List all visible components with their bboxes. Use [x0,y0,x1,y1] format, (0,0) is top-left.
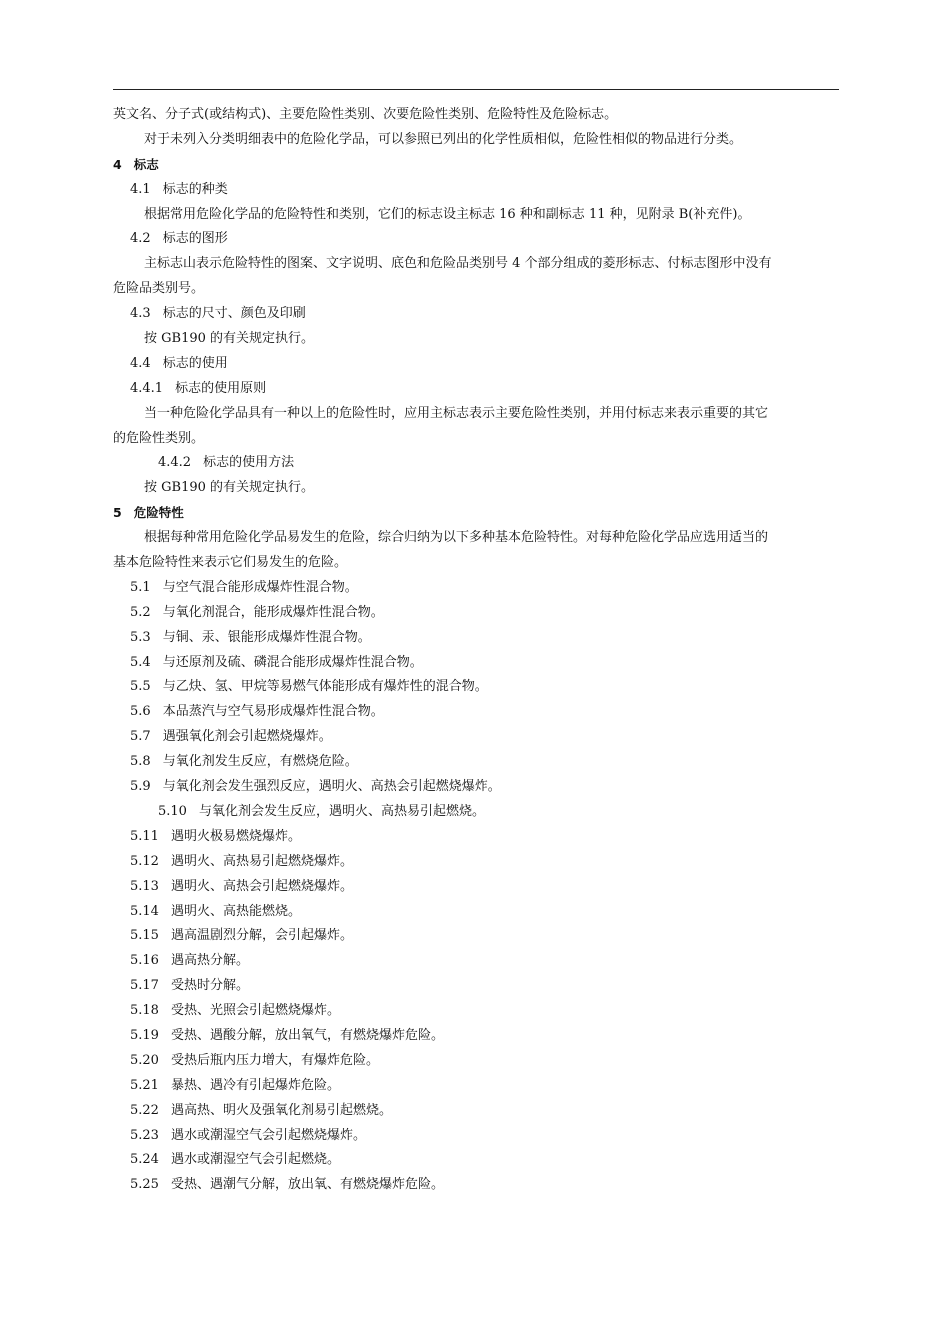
list-item [113,1124,839,1149]
item-text: 遇明火、高热会引起燃烧爆炸。 [170,878,353,894]
item-text: 受热、光照会引起燃烧爆炸。 [170,1003,340,1019]
subsection-title: 标志的图形 [162,231,228,247]
subsection-number: 4.1 [130,181,151,197]
item-text: 遇明火极易燃烧爆炸。 [170,828,301,844]
item-number: 5.6 [130,704,151,720]
item-number: 5.10 [158,803,187,819]
subsection-title: 标志的使用方法 [203,455,295,471]
subsection-title: 标志的使用 [162,355,228,371]
subsection-4-2-body-line-1: 主标志山表示危险特性的图案、文字说明、底色和危险品类别号 4 个部分组成的菱形标志、付标志图形中没有 [144,256,772,272]
subsection-4-4-1-heading [113,377,839,402]
subsection-4-2-heading [113,227,839,252]
item-number: 5.20 [130,1052,159,1068]
list-item [113,601,839,626]
subsection-number: 4.3 [130,306,151,322]
section-5-intro-line-1: 根据每种常用危险化学品易发生的危险，综合归纳为以下多种基本危险特性。对每种危险化学品应选用适当的 [144,530,769,546]
item-text: 遇高热分解。 [170,953,249,969]
list-item [113,1074,839,1099]
section-5-title: 危险特性 [133,505,184,521]
item-number: 5.23 [130,1127,159,1143]
item-number: 5.8 [130,754,151,770]
subsection-4-2-body-line-2: 危险品类别号。 [113,281,205,297]
list-item [113,675,839,700]
item-text: 与乙炔、氢、甲烷等易燃气体能形成有爆炸性的混合物。 [162,679,488,695]
list-item [113,1099,839,1124]
item-text: 与空气混合能形成爆炸性混合物。 [162,579,358,595]
item-text: 暴热、遇冷有引起爆炸危险。 [170,1077,340,1093]
header-rule [113,89,839,90]
subsection-number: 4.2 [130,231,151,247]
item-number: 5.24 [130,1152,159,1168]
item-number: 5.21 [130,1077,159,1093]
intro-line-1: 英文名、分子式(或结构式)、主要危险性类别、次要危险性类别、危险特性及危险标志。 [113,107,618,122]
item-number: 5.14 [130,903,159,919]
subsection-4-1-heading [113,178,839,203]
subsection-4-4-heading [113,352,839,377]
list-item [113,1049,839,1074]
item-text: 遇水或潮湿空气会引起燃烧。 [170,1152,340,1168]
item-number: 5.22 [130,1102,159,1118]
intro-line-2: 对于未列入分类明细表中的危险化学品，可以参照已列出的化学性质相似，危险性相似的物品进行分类。 [144,131,743,147]
subsection-number: 4.4 [130,355,151,371]
subsection-number: 4.4.1 [130,380,164,396]
item-number: 5.7 [130,729,151,745]
item-number: 5.19 [130,1027,159,1043]
item-text: 遇水或潮湿空气会引起燃烧爆炸。 [170,1127,366,1143]
list-item [113,949,839,974]
item-number: 5.15 [130,928,159,944]
subsection-title: 标志的种类 [162,181,228,197]
section-4-number: 4 [113,156,122,172]
subsection-4-4-1-body-line-1: 当一种危险化学品具有一种以上的危险性时，应用主标志表示主要危险性类别，并用付标志来表示重要的其它 [144,405,769,421]
list-item [113,850,839,875]
subsection-4-3-body: 按 GB190 的有关规定执行。 [144,331,315,347]
item-number: 5.4 [130,654,151,670]
list-item [113,651,839,676]
subsection-number: 4.4.2 [158,455,192,471]
item-number: 5.18 [130,1003,159,1019]
subsection-4-1-body: 根据常用危险化学品的危险特性和类别，它们的标志设主标志 16 种和副标志 11 种，见附录 B(补充件)。 [144,206,751,222]
item-text: 与氧化剂会发生强烈反应，遇明火、高热会引起燃烧爆炸。 [162,779,501,795]
section-5-intro-line-2: 基本危险特性来表示它们易发生的危险。 [113,555,348,571]
subsection-title: 标志的使用原则 [175,380,267,396]
item-text: 本品蒸汽与空气易形成爆炸性混合物。 [162,704,384,720]
list-item [113,750,839,775]
item-number: 5.17 [130,978,159,994]
item-number: 5.9 [130,779,151,795]
subsection-4-3-heading [113,302,839,327]
list-item [113,1024,839,1049]
subsection-4-4-2-heading [113,451,839,476]
item-number: 5.11 [130,828,159,844]
list-item [113,576,839,601]
list-item [113,700,839,725]
document-body [113,103,839,1198]
list-item [113,800,839,825]
list-item [113,999,839,1024]
item-text: 受热、遇潮气分解，放出氧、有燃烧爆炸危险。 [170,1177,444,1193]
item-text: 受热后瓶内压力增大，有爆炸危险。 [170,1052,379,1068]
list-item [113,875,839,900]
item-number: 5.12 [130,853,159,869]
item-number: 5.13 [130,878,159,894]
item-text: 与铜、汞、银能形成爆炸性混合物。 [162,629,371,645]
item-text: 与氧化剂发生反应，有燃烧危险。 [162,754,358,770]
section-5-number: 5 [113,505,122,521]
list-item [113,1173,839,1198]
item-number: 5.1 [130,579,151,595]
item-text: 受热、遇酸分解，放出氧气，有燃烧爆炸危险。 [170,1027,444,1043]
item-text: 遇明火、高热能燃烧。 [170,903,301,919]
item-number: 5.25 [130,1177,159,1193]
item-text: 与氧化剂会发生反应，遇明火、高热易引起燃烧。 [198,803,485,819]
list-item [113,725,839,750]
item-number: 5.16 [130,953,159,969]
item-text: 遇高温剧烈分解，会引起爆炸。 [170,928,353,944]
section-4-heading [113,153,839,178]
section-5-heading [113,501,839,526]
list-item [113,775,839,800]
item-text: 遇明火、高热易引起燃烧爆炸。 [170,853,353,869]
list-item [113,974,839,999]
item-text: 与还原剂及硫、磷混合能形成爆炸性混合物。 [162,654,423,670]
subsection-title: 标志的尺寸、颜色及印刷 [162,306,306,322]
item-text: 与氧化剂混合，能形成爆炸性混合物。 [162,604,384,620]
subsection-4-4-2-body: 按 GB190 的有关规定执行。 [144,480,315,496]
item-text: 受热时分解。 [170,978,249,994]
section-4-title: 标志 [133,156,159,172]
list-item [113,626,839,651]
item-number: 5.3 [130,629,151,645]
item-text: 遇高热、明火及强氧化剂易引起燃烧。 [170,1102,392,1118]
list-item [113,900,839,925]
item-number: 5.5 [130,679,151,695]
item-text: 遇强氧化剂会引起燃烧爆炸。 [162,729,332,745]
item-number: 5.2 [130,604,151,620]
list-item [113,825,839,850]
subsection-4-4-1-body-line-2: 的危险性类别。 [113,430,205,446]
list-item [113,924,839,949]
list-item [113,1148,839,1173]
